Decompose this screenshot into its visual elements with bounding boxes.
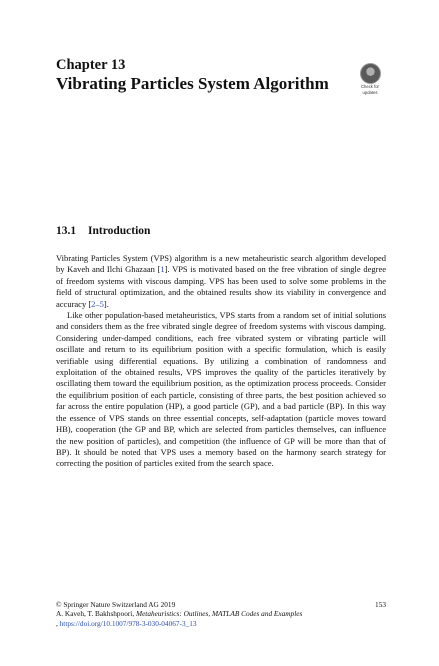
- footer-book-title: Metaheuristics: Outlines, MATLAB Codes and Examples: [135, 609, 303, 619]
- page-footer: [56, 600, 386, 628]
- footer-authors: A. Kaveh, T. Bakhshpoori,: [56, 609, 136, 619]
- paragraph-1-text-a: Vibrating Particles System (VPS) algorithm is a new metaheuristic search algorithm developed by Kaveh and Ilchi Ghazaan [: [56, 253, 386, 275]
- chapter-label: Chapter 13: [56, 57, 126, 73]
- check-for-updates-line2: updates: [362, 89, 378, 95]
- citation-link-1[interactable]: 1: [160, 264, 165, 275]
- paragraph-2: Like other population-based metaheuristics, VPS starts from a random set of initial solutions and considers them as the free vibrated single degree of freedom systems with viscous damping. Considering under-damped conditions, each free vibrated system or vibrating particle will oscillate and return to its equilibrium position with a specific formulation, which is easily verifiable using differential equations. By utilizing a combination of randomness and exploitation of the obtained results, VPS improves the quality of the particles iteratively by oscillating them toward the equilibrium position, as the optimization process proceeds. Consider the equilibrium position of each particle, consisting of three parts, the best position achieved so far across the entire population (HP), a good particle (GP), and a bad particle (BP). In this way the essence of VPS stands on three essential concepts, self-adaptation (particle moves toward HB), cooperation (the GP and BP, which are selected from particles themselves, can influence the new position of particles), and competition (the influence of GP will be more than that of BP). It should be noted that VPS uses a memory based on the harmony search strategy for correcting the position of particles exited from the search space.: [56, 310, 386, 469]
- doi-line: [56, 619, 386, 628]
- page-number: 153: [375, 600, 386, 609]
- section-title: Introduction: [88, 225, 151, 237]
- chapter-title: Vibrating Particles System Algorithm: [56, 74, 329, 93]
- citation-line: [56, 609, 386, 618]
- copyright-notice: © Springer Nature Switzerland AG 2019: [56, 600, 176, 609]
- check-for-updates-line1: Check for: [361, 84, 379, 89]
- check-for-updates-badge[interactable]: [357, 63, 383, 95]
- paragraph-1-text-end: ].: [103, 298, 109, 309]
- citation-link-2-5[interactable]: 2–5: [91, 298, 104, 309]
- doi-link[interactable]: https://doi.org/10.1007/978-3-030-04067-3_13: [59, 618, 197, 628]
- paragraph-1-text-b: ]. VPS is motivated based on the free vibration of single degree of freedom systems with viscous damping. VPS has been used to solve some problems in the field of structural optimization, and the obtained results show its viability in convergence and accuracy [: [56, 264, 386, 309]
- section-heading: [56, 225, 150, 237]
- section-number: 13.1: [56, 225, 77, 237]
- body-text: [56, 253, 386, 470]
- footer-separator: ,: [56, 618, 60, 628]
- paragraph-1: [56, 253, 386, 310]
- check-for-updates-badge-icon: [360, 63, 381, 84]
